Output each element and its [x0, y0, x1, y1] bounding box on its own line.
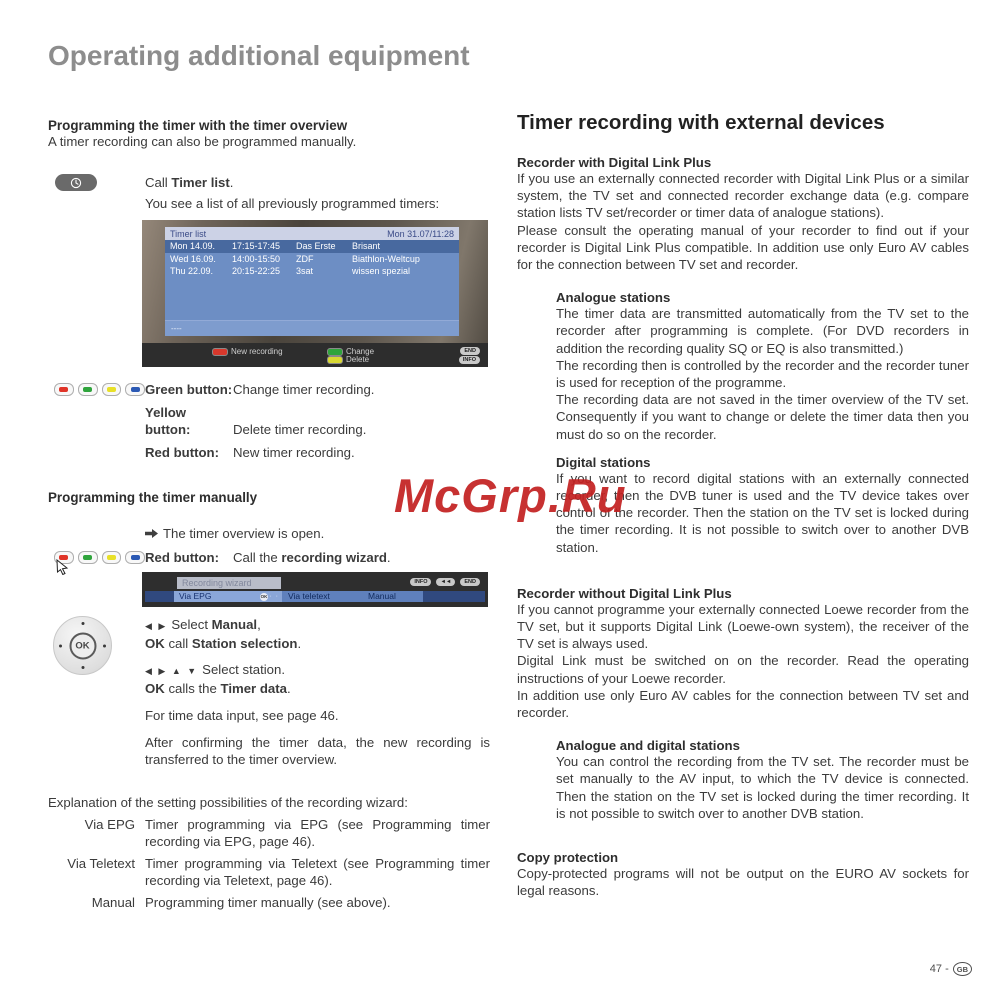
list-intro-line: You see a list of all previously programmed timers:: [145, 196, 440, 211]
dpad-cell: [48, 616, 145, 675]
paragraph: If you use an externally connected recorder with Digital Link Plus or a similar system, the TV set and connected recorder exchange data (e.g. compare station lists TV set/recorder or timer data of analogue stations).: [517, 171, 969, 221]
ok-button-icon: OK: [69, 632, 96, 659]
key-new-recording: New recording: [212, 347, 283, 356]
yellow-key-icon: [327, 356, 343, 364]
heading-analogue-stations: Analogue stations: [556, 290, 671, 306]
paragraph: Digital Link must be switched on on the recorder. Read the operating instructions of your Loewe recorder.: [517, 653, 969, 686]
red-step-icon-cell: [48, 549, 145, 564]
left-column: [48, 118, 490, 911]
section-heading-external-devices: Timer recording with external devices: [517, 111, 885, 134]
legend-red: Red button: New timer recording.: [145, 445, 355, 460]
recording-wizard-screenshot: [142, 572, 488, 607]
rewind-pill: ◄◄: [436, 578, 455, 586]
yellow-button-icon: [102, 551, 122, 564]
red-button-line: Red button: Call the recording wizard.: [145, 550, 391, 565]
tab-manual: Manual: [362, 591, 423, 602]
legend-icon-cell: [48, 381, 145, 396]
paragraph: The timer data are transmitted automatically from the TV set to the recorder after programming is complete. (For DVD recorders in addition the recording quality SQ or EQ is also transmitted.): [556, 306, 969, 356]
section-intro: A timer recording can also be programmed manually.: [48, 134, 357, 149]
timer-list-empty-area: [165, 278, 459, 320]
info-pill: INFO: [459, 356, 480, 364]
page-title: Operating additional equipment: [48, 40, 470, 71]
heading-analogue-digital-stations: Analogue and digital stations: [556, 738, 740, 754]
dpad-icon: [53, 616, 112, 675]
right-column: [517, 111, 969, 900]
prerequisite-line: The timer overview is open.: [145, 525, 490, 542]
red-key-icon: [212, 348, 228, 356]
section-heading-timer-overview: Programming the timer with the timer overview: [48, 118, 348, 133]
step-prerequisite: [48, 525, 490, 542]
paragraph: You can control the recording from the TV set. The recorder must be set manually to the AV input, to which the TV device is connected. Then the station on the TV set is locked during the timer recording. It is not possible to switch over to another DVB station.: [556, 754, 969, 821]
watermark: McGrp.Ru: [394, 469, 627, 522]
info-pill: INFO: [410, 578, 431, 586]
timer-list-screenshot: [142, 220, 488, 367]
end-pill: END: [460, 347, 480, 355]
timer-row: Wed 16.09. 14:00-15:50 ZDF Biathlon-Weltcup: [165, 253, 459, 266]
note-confirm-line: After confirming the timer data, the new recording is transferred to the timer overview.: [145, 735, 490, 767]
heading-copy-protection: Copy protection: [517, 850, 619, 866]
red-button-icon: [54, 383, 74, 396]
step-red-button: [48, 549, 490, 566]
ok-station-line: OK call Station selection.: [145, 636, 302, 651]
timer-remote-button: [55, 174, 97, 191]
clock-icon: [70, 177, 82, 189]
legend-yellow: Yellow button: Delete timer recording.: [145, 405, 367, 437]
page-number: 47 - GB: [930, 962, 972, 976]
select-station-line: ◀ ▶ ▲ ▼ Select station.: [145, 662, 286, 677]
note-time-line: For time data input, see page 46.: [145, 708, 339, 723]
ok-timer-line: OK calls the Timer data.: [145, 681, 291, 696]
explanation-manual: Manual Programming timer manually (see above).: [91, 895, 391, 910]
green-button-icon: [78, 551, 98, 564]
blue-button-icon: [125, 551, 145, 564]
end-pill: END: [460, 578, 480, 586]
select-manual-line: ◀ ▶ Select Manual,: [145, 617, 261, 632]
blue-button-icon: [125, 383, 145, 396]
paragraph: The recording then is controlled by the recorder and the recorder tuner is used for reception of the programme.: [556, 357, 969, 391]
ok-icon: OK: [260, 593, 268, 599]
explanation-teletext: Via Teletext Timer programming via Teletext (see Programming timer recording via Teletext, page 46).: [67, 856, 490, 888]
timer-list-timestamp: Mon 31.07/11:28: [387, 228, 454, 239]
tab-via-teletext: Via teletext: [282, 591, 364, 602]
paragraph: Copy-protected programs will not be output on the EURO AV sockets for legal reasons.: [517, 866, 969, 899]
cursor-pointer-icon: [56, 559, 70, 575]
region-badge: GB: [953, 962, 972, 976]
timer-list-keybar: [142, 343, 488, 367]
heading-recorder-without-dlp: Recorder without Digital Link Plus: [517, 585, 732, 601]
timer-list-footer-strip: ----: [165, 320, 459, 336]
timer-list-title: Timer list: [170, 228, 207, 239]
heading-digital-stations: Digital stations: [556, 454, 651, 470]
explanation-epg: Via EPG Timer programming via EPG (see Programming timer recording via EPG, page 46).: [84, 817, 490, 849]
arrow-right-icon: [145, 529, 158, 538]
wizard-pills: [410, 578, 480, 586]
timer-row: Mon 14.09. 17:15-17:45 Das Erste Brisant: [165, 240, 459, 253]
wizard-tab-bar: [145, 591, 485, 602]
step-call-timer-list: [48, 174, 490, 212]
yellow-button-icon: [102, 383, 122, 396]
dots-icon: · ·: [269, 593, 279, 600]
colour-buttons-with-cursor: [54, 551, 145, 564]
timer-list-panel: [165, 227, 459, 336]
paragraph: The recording data are not saved in the timer overview of the TV set. Consequently if you want to change or delete the timer data then you must do so on the recorder.: [556, 392, 969, 442]
key-delete: Delete: [327, 355, 369, 364]
tab-via-epg: Via EPG OK · ·: [174, 591, 283, 602]
colour-key-legend: [48, 381, 490, 467]
paragraph: In addition use only Euro AV cables for the connection between TV set and recorder.: [517, 687, 969, 721]
paragraph: Please consult the operating manual of your recorder to find out if your recorder is Digital Link Plus compatible. In addition use only Euro AV cables for the connection between TV set and recorder.: [517, 222, 969, 273]
heading-recorder-with-dlp: Recorder with Digital Link Plus: [517, 155, 712, 170]
wizard-title: Recording wizard: [177, 577, 281, 589]
section-heading-timer-manual: Programming the timer manually: [48, 490, 258, 505]
legend-green: Green button:Change timer recording.: [145, 382, 375, 397]
explanation-intro: Explanation of the setting possibilities of the recording wizard:: [48, 795, 408, 810]
paragraph: If you cannot programme your externally connected Loewe recorder from the TV set, but it supports Digital Link (Loewe-own system), the receiver of the TV set is always used.: [517, 601, 969, 652]
timer-list-header: [165, 227, 459, 240]
key-change: Change: [327, 347, 374, 356]
step-icon-cell: [48, 174, 145, 194]
green-button-icon: [78, 383, 98, 396]
timer-row: Thu 22.09. 20:15-22:25 3sat wissen spezial: [165, 265, 459, 278]
colour-buttons: [54, 383, 145, 396]
call-timer-list-line: Call Timer list.: [145, 175, 234, 190]
step-dpad: [48, 616, 490, 768]
paragraph: If you want to record digital stations with an externally connected recorder, then the DVB tuner is used and the TV device takes over control of the recorder. Then the station on the TV set is locked during the timer recording. It is not possible to switch over to another DVB station.: [556, 470, 969, 555]
